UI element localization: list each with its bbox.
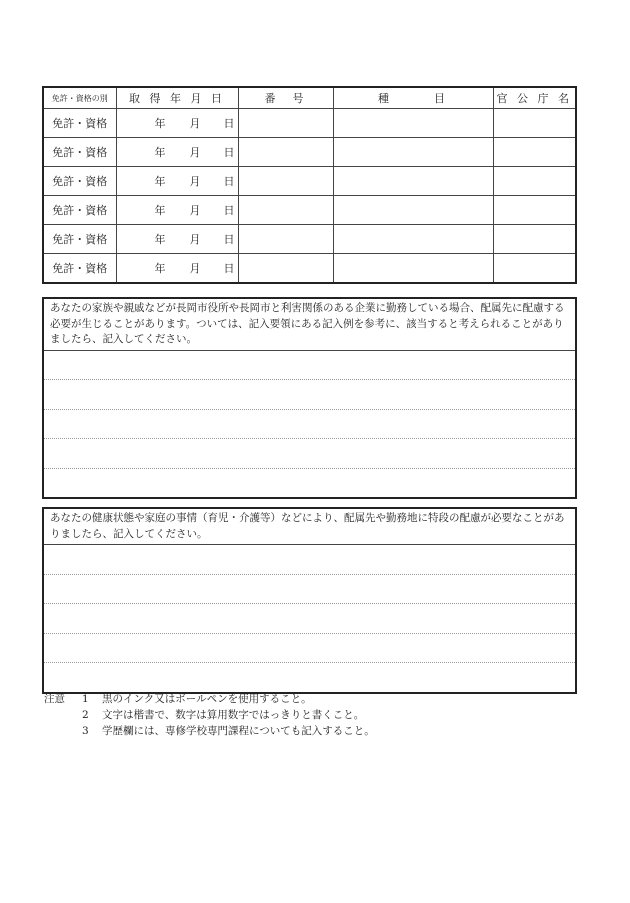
license-number-field[interactable] (238, 225, 333, 254)
health-circumstances-section (42, 507, 577, 694)
health-answer-line[interactable] (44, 575, 575, 605)
note-item (44, 691, 375, 707)
license-office-field[interactable] (493, 138, 576, 167)
license-table (42, 86, 577, 284)
acquired-date-field[interactable] (116, 167, 238, 196)
date-day-label: 日 (223, 175, 235, 188)
family-relations-section (42, 297, 577, 499)
note-text: 文字は楷書で、数字は算用数字ではっきりと書くこと。 (102, 709, 365, 721)
date-day-label: 日 (223, 204, 235, 217)
notes-indent (44, 723, 82, 739)
note-text: 黒のインク又はボールペンを使用すること。 (102, 693, 312, 705)
date-year-label: 年 (154, 262, 166, 275)
date-day-label: 日 (223, 262, 235, 275)
date-month-label: 月 (189, 175, 201, 188)
date-month-label: 月 (189, 262, 201, 275)
note-number: 1 (82, 693, 89, 705)
license-office-field[interactable] (493, 109, 576, 138)
health-answer-line[interactable] (44, 663, 575, 692)
license-number-field[interactable] (238, 109, 333, 138)
health-answer-line[interactable] (44, 634, 575, 664)
health-circumstances-question: あなたの健康状態や家庭の事情（育児・介護等）などにより、配属先や勤務地に特段の配慮が必要なことがありましたら、記入してください。 (44, 509, 575, 545)
notes-indent (44, 707, 82, 723)
license-office-field[interactable] (493, 167, 576, 196)
license-item-field[interactable] (333, 138, 493, 167)
family-answer-line[interactable] (44, 439, 575, 469)
family-answer-line[interactable] (44, 469, 575, 498)
date-year-label: 年 (154, 117, 166, 130)
license-row (43, 138, 576, 167)
license-row (43, 109, 576, 138)
license-row (43, 167, 576, 196)
license-row (43, 196, 576, 225)
family-answer-line[interactable] (44, 410, 575, 440)
header-license-type: 免許・資格の別 (43, 87, 116, 109)
health-answer-line[interactable] (44, 604, 575, 634)
license-office-field[interactable] (493, 196, 576, 225)
license-number-field[interactable] (238, 138, 333, 167)
license-type-label: 免許・資格 (43, 109, 116, 138)
date-month-label: 月 (189, 117, 201, 130)
license-number-field[interactable] (238, 254, 333, 284)
license-type-label: 免許・資格 (43, 196, 116, 225)
license-office-field[interactable] (493, 254, 576, 284)
date-day-label: 日 (223, 117, 235, 130)
note-number: 2 (82, 709, 89, 721)
license-type-label: 免許・資格 (43, 225, 116, 254)
note-text: 学歴欄には、専修学校専門課程についても記入すること。 (102, 725, 375, 737)
acquired-date-field[interactable] (116, 138, 238, 167)
header-office: 官 公 庁 名 (493, 87, 576, 109)
family-relations-question: あなたの家族や親戚などが長岡市役所や長岡市と利害関係のある企業に勤務している場合、配属先に配慮する必要が生じることがあります。ついては、記入要領にある記入例を参考に、該当すると考えられることがありましたら、記入してください。 (44, 299, 575, 351)
acquired-date-field[interactable] (116, 254, 238, 284)
family-answer-line[interactable] (44, 380, 575, 410)
date-year-label: 年 (154, 175, 166, 188)
date-month-label: 月 (189, 204, 201, 217)
date-year-label: 年 (154, 146, 166, 159)
license-row (43, 225, 576, 254)
license-item-field[interactable] (333, 167, 493, 196)
date-year-label: 年 (154, 233, 166, 246)
license-item-field[interactable] (333, 109, 493, 138)
note-item (44, 723, 375, 739)
license-table-header (43, 87, 576, 109)
health-answer-line[interactable] (44, 545, 575, 575)
note-item (44, 707, 375, 723)
acquired-date-field[interactable] (116, 225, 238, 254)
license-number-field[interactable] (238, 196, 333, 225)
notes-label: 注意 (44, 693, 65, 705)
date-day-label: 日 (223, 233, 235, 246)
license-row (43, 254, 576, 284)
header-item: 種 目 (333, 87, 493, 109)
date-day-label: 日 (223, 146, 235, 159)
date-year-label: 年 (154, 204, 166, 217)
date-month-label: 月 (189, 146, 201, 159)
note-number: 3 (82, 725, 89, 737)
license-number-field[interactable] (238, 167, 333, 196)
license-type-label: 免許・資格 (43, 167, 116, 196)
license-item-field[interactable] (333, 254, 493, 284)
header-number: 番 号 (238, 87, 333, 109)
license-item-field[interactable] (333, 196, 493, 225)
date-month-label: 月 (189, 233, 201, 246)
header-acquired-date: 取 得 年 月 日 (116, 87, 238, 109)
acquired-date-field[interactable] (116, 196, 238, 225)
license-type-label: 免許・資格 (43, 254, 116, 284)
license-type-label: 免許・資格 (43, 138, 116, 167)
license-office-field[interactable] (493, 225, 576, 254)
notes-section (44, 691, 375, 739)
license-item-field[interactable] (333, 225, 493, 254)
acquired-date-field[interactable] (116, 109, 238, 138)
family-answer-line[interactable] (44, 351, 575, 381)
